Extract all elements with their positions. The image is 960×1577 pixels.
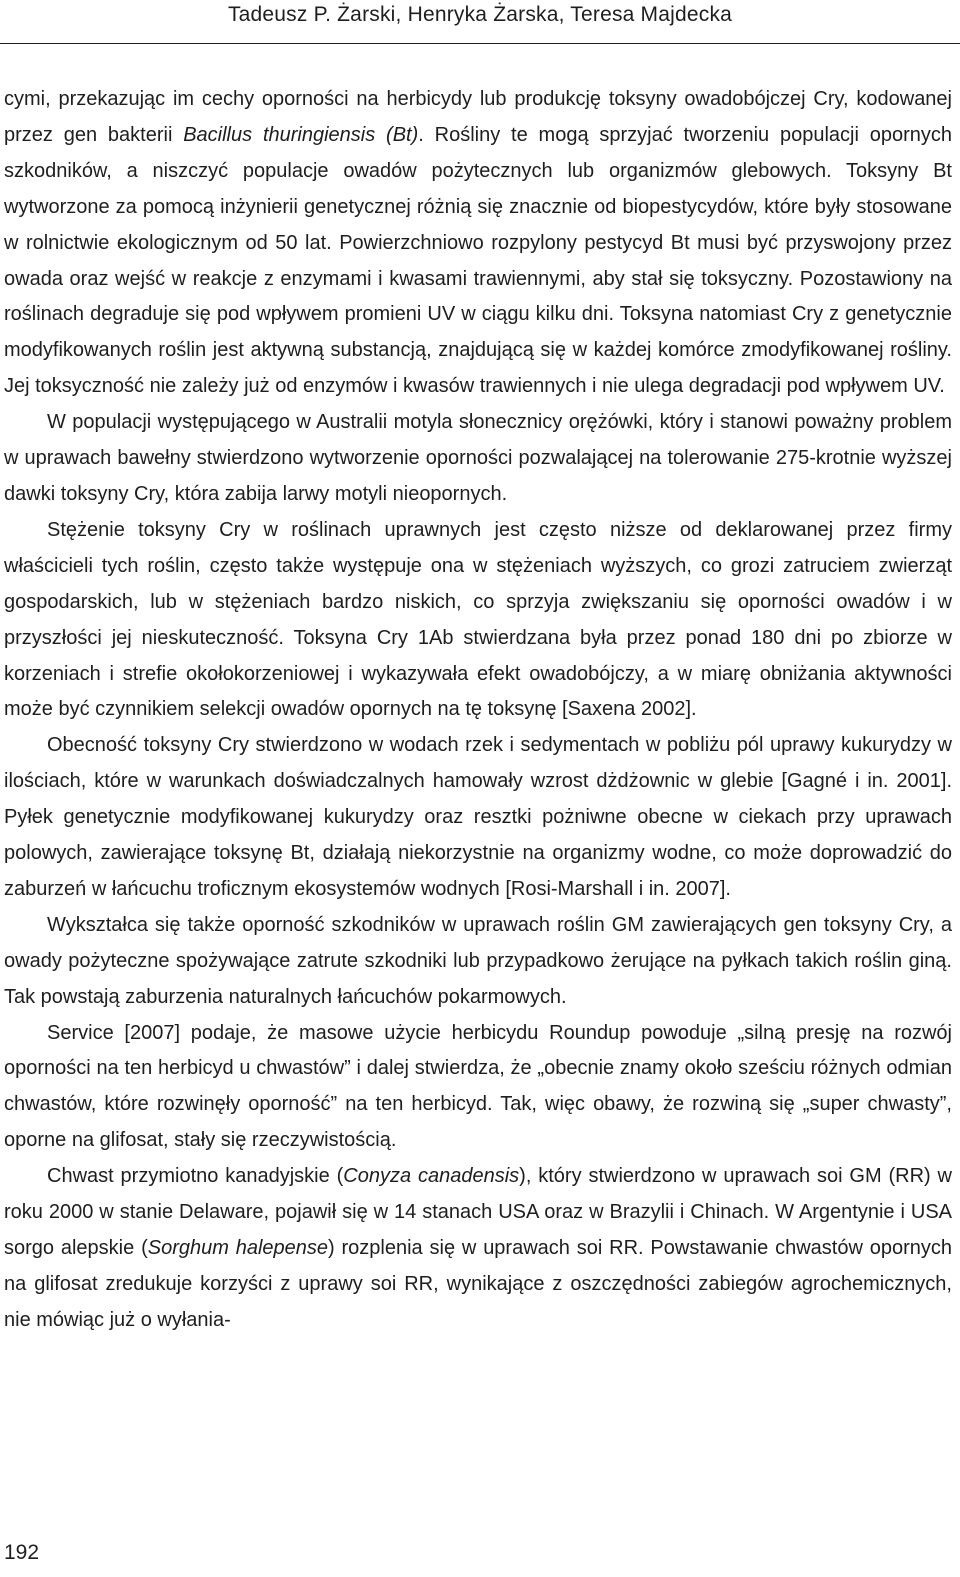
paragraph: [4, 405, 952, 513]
page-number: 192: [4, 1541, 40, 1564]
paragraph: [4, 1159, 952, 1339]
italic-text: Bacillus thuringiensis (Bt): [183, 123, 419, 146]
running-header: [0, 0, 960, 44]
paragraph: [4, 1016, 952, 1160]
text-run: Obecność toksyny Cry stwierdzono w wodach rzek i sedymentach w pobliżu pól uprawy kukurydzy w ilościach, które w warunkach doświadczalnych hamowały wzrost dżdżownic w glebie [Gagné i in. 2001]. Pyłek genetycznie modyfikowanej kukurydzy oraz resztki pożniwne obecne w ciekach przy uprawach polowych, zawierające toksynę Bt, działają niekorzystnie na organizmy wodne, co może doprowadzić do zaburzeń w łańcuchu troficznym ekosystemów wodnych [Rosi-Marshall i in. 2007].: [4, 734, 952, 900]
text-run: Stężenie toksyny Cry w roślinach uprawnych jest często niższe od deklarowanej przez firmy właścicieli tych roślin, często także występuje ona w stężeniach wyższych, co grozi zatruciem zwierząt gospodarskich, lub w stężeniach bardzo niskich, co sprzyja zwiększaniu się oporności owadów i w przyszłości jej nieskuteczność. Toksyna Cry 1Ab stwierdzana była przez ponad 180 dni po zbiorze w korzeniach i strefie okołokorzeniowej i wykazywała efekt owadobójczy, a w miarę obniżania aktywności może być czynnikiem selekcji owadów opornych na tę toksynę [Saxena 2002].: [4, 518, 952, 721]
text-run: Chwast przymiotno kanadyjskie (: [47, 1165, 344, 1188]
text-run: Service [2007] podaje, że masowe użycie herbicydu Roundup powoduje „silną presję na rozwój oporności na ten herbicyd u chwastów” i dalej stwierdza, że „obecnie znamy około sześciu różnych odmian chwastów, które rozwinęły oporność” na ten herbicyd. Tak, więc obawy, że rozwiną się „super chwasty”, oporne na glifosat, stały się rzeczywistością.: [4, 1021, 952, 1152]
paragraph: [4, 728, 952, 908]
text-run: Wykształca się także oporność szkodników w uprawach roślin GM zawierających gen toksyny Cry, a owady pożyteczne spożywające zatrute szkodniki lub przypadkowo żerujące na pyłkach takich roślin giną. Tak powstają zaburzenia naturalnych łańcuchów pokarmowych.: [4, 913, 952, 1008]
paragraph: [4, 513, 952, 728]
paragraph: [4, 82, 952, 405]
body-text: [4, 82, 952, 1339]
paragraph: [4, 908, 952, 1016]
italic-text: Sorghum halepense: [147, 1237, 329, 1259]
italic-text: Conyza canadensis: [343, 1165, 520, 1188]
text-run: ) rozplenia się w uprawach soi RR. Powstawanie chwastów opornych na glifosat zredukuje korzyści z uprawy soi RR, wynikające z oszczędności zabiegów agrochemicznych, nie mówiąc już o wyłania-: [4, 1237, 953, 1331]
text-run: . Rośliny te mogą sprzyjać tworzeniu populacji opornych szkodników, a niszczyć populacje owadów pożytecznych lub organizmów glebowych. Toksyny Bt wytworzone za pomocą inżynierii genetycznej różnią się znacznie od biopestycydów, które były stosowane w rolnictwie ekologicznym od 50 lat. Powierzchniowo rozpylony pestycyd Bt musi być przyswojony przez owada oraz wejść w reakcje z enzymami i kwasami trawiennymi, aby stał się toksyczny. Pozostawiony na roślinach degraduje się pod wpływem promieni UV w ciągu kilku dni. Toksyna natomiast Cry z genetycznie modyfikowanych roślin jest aktywną substancją, znajdującą się w każdej komórce zmodyfikowanej rośliny. Jej toksyczność nie zależy już od enzymów i kwasów trawiennych i nie ulega degradacji pod wpływem UV.: [4, 123, 953, 398]
text-run: W populacji występującego w Australii motyla słonecznicy orężówki, który i stanowi poważny problem w uprawach bawełny stwierdzono wytworzenie oporności pozwalającej na tolerowanie 275-krotnie wyższej dawki toksyny Cry, która zabija larwy motyli nieopornych.: [4, 411, 952, 505]
text-run: ), który stwierdzono w uprawach soi GM (RR) w roku 2000 w stanie Delaware, pojawił się w 14 stanach USA oraz w Brazylii i Chinach. W Argentynie i USA sorgo alepskie (: [4, 1165, 952, 1259]
text-run: cymi, przekazując im cechy oporności na herbicydy lub produkcję toksyny owadobójczej Cry, kodowanej przez gen bakterii: [4, 88, 952, 146]
running-title: Tadeusz P. Żarski, Henryka Żarska, Teresa Majdecka: [227, 3, 733, 26]
header-rule: [0, 43, 960, 44]
